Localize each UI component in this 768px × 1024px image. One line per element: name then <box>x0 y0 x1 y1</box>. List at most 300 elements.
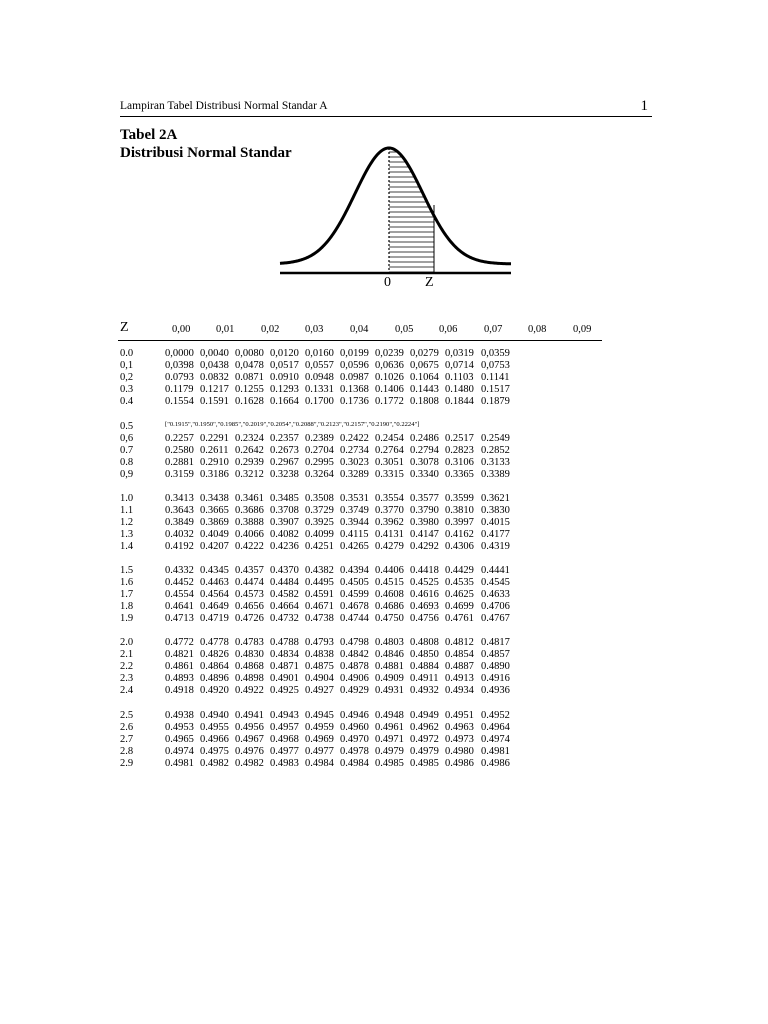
table-cell: 0.4162 <box>445 529 474 540</box>
row-z-value: 2.7 <box>120 734 134 745</box>
table-cell: 0.4251 <box>305 541 334 552</box>
table-cell: 0.2642 <box>235 445 264 456</box>
table-cell: 0.3508 <box>305 493 334 504</box>
table-cell: 0.3621 <box>481 493 510 504</box>
table-cell: 0.3686 <box>235 505 264 516</box>
table-cell: 0.4868 <box>235 661 264 672</box>
table-cell: 0.4177 <box>481 529 510 540</box>
z-column-header: Z <box>120 320 129 335</box>
normal-curve-figure <box>275 140 515 280</box>
table-cell: 0,0478 <box>235 360 264 371</box>
table-cell: 0.4983 <box>270 758 299 769</box>
table-cell: 0.1517 <box>481 384 510 395</box>
table-cell: 0.2611 <box>200 445 229 456</box>
table-cell: 0.4951 <box>445 710 474 721</box>
table-cell: 0.4821 <box>165 649 194 660</box>
column-header: 0,02 <box>261 324 280 335</box>
table-cell: 0.2734 <box>340 445 369 456</box>
table-cell: 0.4756 <box>410 613 439 624</box>
table-cell: 0.4949 <box>410 710 439 721</box>
table-cell: 0.4535 <box>445 577 474 588</box>
table-cell: 0.4955 <box>200 722 229 733</box>
row-z-value: 2.1 <box>120 649 134 660</box>
table-cell: 0.4608 <box>375 589 404 600</box>
table-cell: 0.4582 <box>270 589 299 600</box>
table-cell: 0.4066 <box>235 529 264 540</box>
table-cell: 0.4854 <box>445 649 474 660</box>
table-cell: 0.4878 <box>340 661 369 672</box>
table-cell: 0.4925 <box>270 685 299 696</box>
table-cell: 0.0832 <box>200 372 229 383</box>
table-cell: 0.4982 <box>235 758 264 769</box>
table-cell: 0.4934 <box>445 685 474 696</box>
table-cell: 0.4881 <box>375 661 404 672</box>
table-cell: 0.3340 <box>410 469 439 480</box>
table-cell: 0.4452 <box>165 577 194 588</box>
table-cell: 0.3438 <box>200 493 229 504</box>
table-cell: 0.1293 <box>270 384 299 395</box>
table-cell: 0.4082 <box>270 529 299 540</box>
table-cell: 0.2910 <box>200 457 229 468</box>
table-cell: 0.4857 <box>481 649 510 660</box>
table-cell: 0,0438 <box>200 360 229 371</box>
table-cell: 0.4861 <box>165 661 194 672</box>
raw-row-text: ["0.1915","0.1950","0.1985","0.2019","0.2054","0.2088","0.2123","0.2157","0.2190","0.2224"] <box>165 421 420 428</box>
column-header: 0,00 <box>172 324 191 335</box>
table-cell: 0.4976 <box>235 746 264 757</box>
column-header: 0,08 <box>528 324 547 335</box>
table-cell: 0.4147 <box>410 529 439 540</box>
row-z-value: 0,2 <box>120 372 134 383</box>
table-cell: 0.4981 <box>165 758 194 769</box>
table-cell: 0.4977 <box>270 746 299 757</box>
column-header: 0,09 <box>573 324 592 335</box>
table-cell: 0.4812 <box>445 637 474 648</box>
table-cell: 0,0753 <box>481 360 510 371</box>
table-cell: 0.2673 <box>270 445 299 456</box>
table-cell: 0.4115 <box>340 529 369 540</box>
table-cell: 0.3599 <box>445 493 474 504</box>
table-cell: 0.4948 <box>375 710 404 721</box>
table-cell: 0.4591 <box>305 589 334 600</box>
table-cell: 0.4830 <box>235 649 264 660</box>
table-cell: 0.3577 <box>410 493 439 504</box>
row-z-value: 0.0 <box>120 348 134 359</box>
table-cell: 0.2257 <box>165 433 194 444</box>
row-z-value: 2.3 <box>120 673 134 684</box>
table-cell: 0.1255 <box>235 384 264 395</box>
table-cell: 0.4980 <box>445 746 474 757</box>
row-z-value: 2.0 <box>120 637 134 648</box>
table-cell: 0.4984 <box>305 758 334 769</box>
table-cell: 0.4015 <box>481 517 510 528</box>
header-rule <box>118 340 602 341</box>
table-cell: 0.4474 <box>235 577 264 588</box>
table-cell: 0.4808 <box>410 637 439 648</box>
table-cell: 0.2967 <box>270 457 299 468</box>
table-cell: 0.4956 <box>235 722 264 733</box>
table-cell: 0.4887 <box>445 661 474 672</box>
table-cell: 0.2291 <box>200 433 229 444</box>
table-cell: 0.4850 <box>410 649 439 660</box>
table-cell: 0.4726 <box>235 613 264 624</box>
table-cell: 0.3980 <box>410 517 439 528</box>
table-cell: 0.3461 <box>235 493 264 504</box>
table-cell: 0,0120 <box>270 348 299 359</box>
table-cell: 0.1736 <box>340 396 369 407</box>
table-cell: 0.4979 <box>375 746 404 757</box>
row-z-value: 0.8 <box>120 457 134 468</box>
table-cell: 0.3159 <box>165 469 194 480</box>
table-cell: 0.4978 <box>340 746 369 757</box>
table-cell: 0,0714 <box>445 360 474 371</box>
table-cell: 0.1331 <box>305 384 334 395</box>
table-cell: 0.4965 <box>165 734 194 745</box>
table-cell: 0.3365 <box>445 469 474 480</box>
table-cell: 0.4693 <box>410 601 439 612</box>
table-cell: 0,0160 <box>305 348 334 359</box>
table-cell: 0.4938 <box>165 710 194 721</box>
table-cell: 0.4918 <box>165 685 194 696</box>
table-cell: 0.1879 <box>481 396 510 407</box>
running-header <box>120 98 652 117</box>
table-cell: 0.4842 <box>340 649 369 660</box>
table-cell: 0.2357 <box>270 433 299 444</box>
table-cell: 0.3485 <box>270 493 299 504</box>
table-cell: 0.1406 <box>375 384 404 395</box>
row-z-value: 2.4 <box>120 685 134 696</box>
table-cell: 0.1808 <box>410 396 439 407</box>
table-cell: 0.4904 <box>305 673 334 684</box>
table-cell: 0.4441 <box>481 565 510 576</box>
table-cell: 0.4207 <box>200 541 229 552</box>
row-z-value: 0.5 <box>120 421 134 432</box>
page-number: 1 <box>640 98 648 114</box>
table-cell: 0.1480 <box>445 384 474 395</box>
table-cell: 0.3665 <box>200 505 229 516</box>
table-cell: 0.4981 <box>481 746 510 757</box>
table-cell: 0.4616 <box>410 589 439 600</box>
table-cell: 0.3770 <box>375 505 404 516</box>
table-cell: 0.4382 <box>305 565 334 576</box>
table-cell: 0.1591 <box>200 396 229 407</box>
table-cell: 0.4957 <box>270 722 299 733</box>
table-cell: 0.1141 <box>481 372 510 383</box>
table-cell: 0.4969 <box>305 734 334 745</box>
table-cell: 0.4370 <box>270 565 299 576</box>
table-cell: 0.3997 <box>445 517 474 528</box>
table-cell: 0.3289 <box>340 469 369 480</box>
table-cell: 0,0398 <box>165 360 194 371</box>
table-cell: 0.1368 <box>340 384 369 395</box>
table-cell: 0.2939 <box>235 457 264 468</box>
table-cell: 0.4357 <box>235 565 264 576</box>
table-cell: 0.4319 <box>481 541 510 552</box>
table-cell: 0.2422 <box>340 433 369 444</box>
table-cell: 0.4979 <box>410 746 439 757</box>
table-cell: 0.4463 <box>200 577 229 588</box>
column-header: 0,06 <box>439 324 458 335</box>
table-cell: 0.4963 <box>445 722 474 733</box>
table-cell: 0.4192 <box>165 541 194 552</box>
table-cell: 0,0359 <box>481 348 510 359</box>
table-cell: 0.4941 <box>235 710 264 721</box>
row-z-value: 0.7 <box>120 445 134 456</box>
row-z-value: 1.7 <box>120 589 134 600</box>
table-cell: 0.4982 <box>200 758 229 769</box>
table-cell: 0.4236 <box>270 541 299 552</box>
table-cell: 0.4525 <box>410 577 439 588</box>
table-cell: 0.2995 <box>305 457 334 468</box>
table-cell: 0.1026 <box>375 372 404 383</box>
table-cell: 0.4967 <box>235 734 264 745</box>
table-cell: 0.4826 <box>200 649 229 660</box>
table-cell: 0.4699 <box>445 601 474 612</box>
table-cell: 0.4920 <box>200 685 229 696</box>
table-cell: 0.4817 <box>481 637 510 648</box>
row-z-value: 2.6 <box>120 722 134 733</box>
table-cell: 0,0675 <box>410 360 439 371</box>
table-cell: 0,0279 <box>410 348 439 359</box>
column-header: 0,07 <box>484 324 503 335</box>
table-cell: 0.3708 <box>270 505 299 516</box>
table-cell: 0.4922 <box>235 685 264 696</box>
table-cell: 0.4625 <box>445 589 474 600</box>
table-cell: 0.4484 <box>270 577 299 588</box>
row-z-value: 1.2 <box>120 517 134 528</box>
column-header: 0,01 <box>216 324 235 335</box>
row-z-value: 0,9 <box>120 469 134 480</box>
table-cell: 0.0987 <box>340 372 369 383</box>
table-cell: 0.2517 <box>445 433 474 444</box>
table-cell: 0.4793 <box>305 637 334 648</box>
table-cell: 0.4265 <box>340 541 369 552</box>
table-cell: 0.4713 <box>165 613 194 624</box>
table-cell: 0.3554 <box>375 493 404 504</box>
table-cell: 0.1844 <box>445 396 474 407</box>
table-cell: 0.1554 <box>165 396 194 407</box>
table-cell: 0.3212 <box>235 469 264 480</box>
table-cell: 0.1700 <box>305 396 334 407</box>
table-cell: 0.4678 <box>340 601 369 612</box>
table-cell: 0.4959 <box>305 722 334 733</box>
table-cell: 0.4803 <box>375 637 404 648</box>
table-cell: 0.2881 <box>165 457 194 468</box>
table-cell: 0.2549 <box>481 433 510 444</box>
table-cell: 0.4686 <box>375 601 404 612</box>
table-cell: 0.4732 <box>270 613 299 624</box>
row-z-value: 1.6 <box>120 577 134 588</box>
table-cell: 0.3729 <box>305 505 334 516</box>
table-cell: 0.4936 <box>481 685 510 696</box>
table-cell: 0.0871 <box>235 372 264 383</box>
table-cell: 0.4931 <box>375 685 404 696</box>
table-cell: 0.4971 <box>375 734 404 745</box>
table-cell: 0.4974 <box>165 746 194 757</box>
axis-zero-label: 0 <box>384 275 391 290</box>
table-cell: 0.2794 <box>410 445 439 456</box>
bell-curve <box>280 148 511 264</box>
table-cell: 0.4927 <box>305 685 334 696</box>
row-z-value: 0,6 <box>120 433 134 444</box>
table-cell: 0.4798 <box>340 637 369 648</box>
row-z-value: 2.9 <box>120 758 134 769</box>
table-cell: 0.4940 <box>200 710 229 721</box>
table-cell: 0.0948 <box>305 372 334 383</box>
row-z-value: 0.4 <box>120 396 134 407</box>
table-cell: 0.4788 <box>270 637 299 648</box>
table-cell: 0.4946 <box>340 710 369 721</box>
table-cell: 0,0319 <box>445 348 474 359</box>
table-cell: 0.1772 <box>375 396 404 407</box>
table-cell: 0.3078 <box>410 457 439 468</box>
table-cell: 0.2823 <box>445 445 474 456</box>
table-cell: 0.4961 <box>375 722 404 733</box>
table-cell: 0.4656 <box>235 601 264 612</box>
table-cell: 0.4049 <box>200 529 229 540</box>
running-title: Lampiran Tabel Distribusi Normal Standar A <box>120 100 328 112</box>
table-cell: 0.3962 <box>375 517 404 528</box>
table-cell: 0.3749 <box>340 505 369 516</box>
table-cell: 0.3051 <box>375 457 404 468</box>
table-cell: 0.4838 <box>305 649 334 660</box>
table-cell: 0.4505 <box>340 577 369 588</box>
table-cell: 0.4871 <box>270 661 299 672</box>
table-cell: 0.4292 <box>410 541 439 552</box>
table-cell: 0.4744 <box>340 613 369 624</box>
table-cell: 0.3643 <box>165 505 194 516</box>
table-cell: 0.4778 <box>200 637 229 648</box>
row-z-value: 2.8 <box>120 746 134 757</box>
table-cell: 0.4345 <box>200 565 229 576</box>
table-cell: 0.4893 <box>165 673 194 684</box>
row-z-value: 1.0 <box>120 493 134 504</box>
table-cell: 0.4960 <box>340 722 369 733</box>
table-cell: 0.4649 <box>200 601 229 612</box>
table-cell: 0.3315 <box>375 469 404 480</box>
table-cell: 0.4953 <box>165 722 194 733</box>
table-cell: 0.4846 <box>375 649 404 660</box>
table-cell: 0.3531 <box>340 493 369 504</box>
table-cell: 0.4641 <box>165 601 194 612</box>
table-cell: 0,0000 <box>165 348 194 359</box>
table-cell: 0,0557 <box>305 360 334 371</box>
table-cell: 0.4032 <box>165 529 194 540</box>
table-cell: 0.3907 <box>270 517 299 528</box>
table-caption: Distribusi Normal Standar <box>120 145 292 161</box>
table-cell: 0.2486 <box>410 433 439 444</box>
table-cell: 0.3888 <box>235 517 264 528</box>
table-cell: 0.4945 <box>305 710 334 721</box>
row-z-value: 1.1 <box>120 505 134 516</box>
table-cell: 0.2454 <box>375 433 404 444</box>
table-cell: 0.2580 <box>165 445 194 456</box>
table-cell: 0.1628 <box>235 396 264 407</box>
table-cell: 0.4929 <box>340 685 369 696</box>
row-z-value: 2.5 <box>120 710 134 721</box>
table-label: Tabel 2A <box>120 127 178 143</box>
table-cell: 0,0199 <box>340 348 369 359</box>
table-cell: 0.3106 <box>445 457 474 468</box>
row-z-value: 1.9 <box>120 613 134 624</box>
table-cell: 0.3389 <box>481 469 510 480</box>
axis-z-label: Z <box>425 275 434 290</box>
row-z-value: 2.2 <box>120 661 134 672</box>
table-cell: 0.1443 <box>410 384 439 395</box>
table-cell: 0.1064 <box>410 372 439 383</box>
table-cell: 0.4916 <box>481 673 510 684</box>
table-cell: 0.4719 <box>200 613 229 624</box>
table-cell: 0.2764 <box>375 445 404 456</box>
table-cell: 0.4545 <box>481 577 510 588</box>
row-z-value: 1.3 <box>120 529 134 540</box>
table-cell: 0.4898 <box>235 673 264 684</box>
table-cell: 0.3944 <box>340 517 369 528</box>
table-cell: 0.4633 <box>481 589 510 600</box>
table-cell: 0.2852 <box>481 445 510 456</box>
table-cell: 0.4884 <box>410 661 439 672</box>
table-cell: 0.4985 <box>375 758 404 769</box>
table-cell: 0.4890 <box>481 661 510 672</box>
table-cell: 0.4222 <box>235 541 264 552</box>
table-cell: 0.1217 <box>200 384 229 395</box>
table-cell: 0.4406 <box>375 565 404 576</box>
table-cell: 0.4783 <box>235 637 264 648</box>
table-cell: 0.4750 <box>375 613 404 624</box>
table-cell: 0.4974 <box>481 734 510 745</box>
table-cell: 0.4964 <box>481 722 510 733</box>
column-header: 0,03 <box>305 324 324 335</box>
table-cell: 0.4429 <box>445 565 474 576</box>
table-cell: 0.1103 <box>445 372 474 383</box>
table-cell: 0.4599 <box>340 589 369 600</box>
table-cell: 0.3810 <box>445 505 474 516</box>
table-cell: 0.4671 <box>305 601 334 612</box>
table-cell: 0.4932 <box>410 685 439 696</box>
table-cell: 0.1664 <box>270 396 299 407</box>
table-cell: 0.4418 <box>410 565 439 576</box>
table-cell: 0.4911 <box>410 673 439 684</box>
table-cell: 0.4306 <box>445 541 474 552</box>
table-cell: 0.4738 <box>305 613 334 624</box>
table-cell: 0.4394 <box>340 565 369 576</box>
table-cell: 0.3133 <box>481 457 510 468</box>
table-cell: 0.4952 <box>481 710 510 721</box>
table-cell: 0,0517 <box>270 360 299 371</box>
table-cell: 0.4896 <box>200 673 229 684</box>
table-cell: 0.4972 <box>410 734 439 745</box>
table-cell: 0.4761 <box>445 613 474 624</box>
table-cell: 0.4099 <box>305 529 334 540</box>
row-z-value: 1.5 <box>120 565 134 576</box>
table-cell: 0.4970 <box>340 734 369 745</box>
table-cell: 0,0596 <box>340 360 369 371</box>
table-cell: 0.0910 <box>270 372 299 383</box>
row-z-value: 1.8 <box>120 601 134 612</box>
table-cell: 0.4913 <box>445 673 474 684</box>
row-z-value: 1.4 <box>120 541 134 552</box>
table-cell: 0.4906 <box>340 673 369 684</box>
table-cell: 0.3238 <box>270 469 299 480</box>
table-cell: 0.3264 <box>305 469 334 480</box>
table-cell: 0.4706 <box>481 601 510 612</box>
row-z-value: 0.3 <box>120 384 134 395</box>
table-cell: 0.3869 <box>200 517 229 528</box>
table-cell: 0.4943 <box>270 710 299 721</box>
table-cell: 0.4564 <box>200 589 229 600</box>
table-cell: 0.4986 <box>445 758 474 769</box>
table-cell: 0.3925 <box>305 517 334 528</box>
